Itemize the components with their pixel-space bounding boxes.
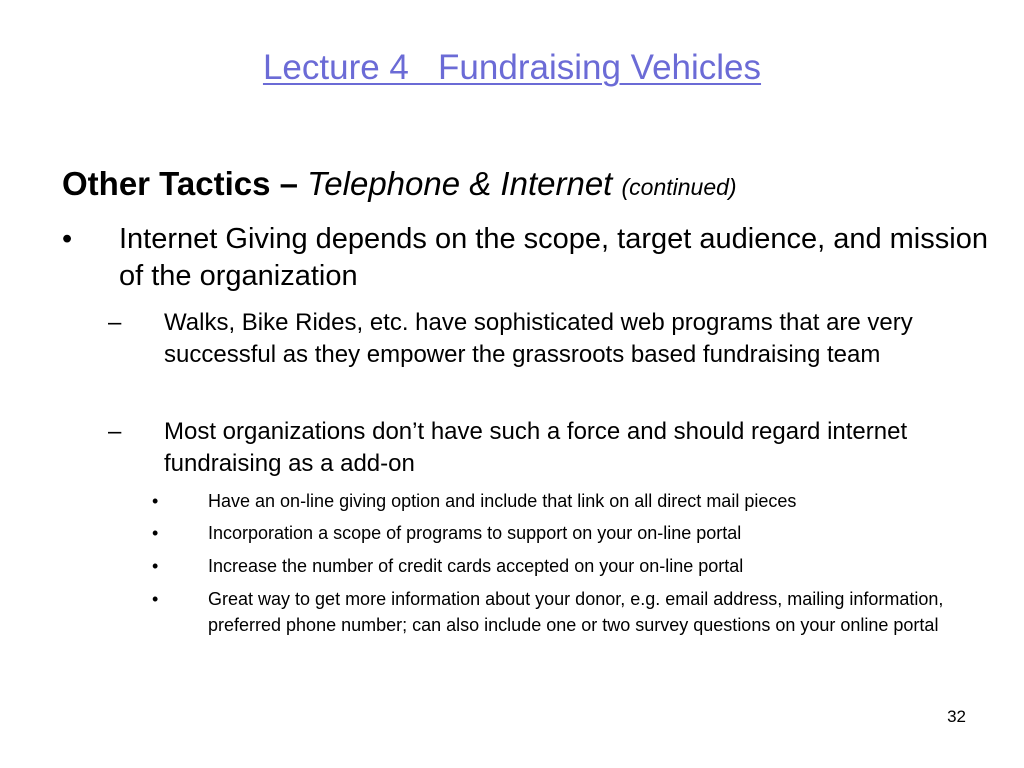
bullet-marker: • xyxy=(152,523,159,543)
bullet-marker: • xyxy=(152,589,159,609)
bullet-marker: • xyxy=(62,223,73,255)
bullet-text: Internet Giving depends on the scope, target audience, and mission of the organization xyxy=(119,223,988,292)
page-number: 32 xyxy=(947,707,966,726)
bullet-text: Walks, Bike Rides, etc. have sophisticated web programs that are very successful as they empower the grassroots based fundraising team xyxy=(164,309,913,368)
slide-title[interactable]: Lecture 4 Fundraising Vehicles xyxy=(262,48,762,87)
bullet-marker: • xyxy=(152,491,159,511)
bullet-text: Have an on-line giving option and include that link on all direct mail pieces xyxy=(208,491,797,511)
bullet-text: Incorporation a scope of programs to support on your on-line portal xyxy=(208,523,742,543)
bullet-text: Great way to get more information about your donor, e.g. email address, mailing information, preferred phone number; can also include one or two survey questions on your online portal xyxy=(208,589,944,635)
dash-marker: – xyxy=(108,309,122,336)
heading-italic-part: Telephone & Internet xyxy=(307,165,613,202)
section-heading xyxy=(62,162,737,209)
dash-marker: – xyxy=(108,418,122,445)
bullet-text: Increase the number of credit cards accepted on your on-line portal xyxy=(208,556,744,576)
heading-bold-part: Other Tactics – xyxy=(62,165,308,202)
heading-continued-note: (continued) xyxy=(621,174,737,200)
bullet-text: Most organizations don’t have such a force and should regard internet fundraising as a add-on xyxy=(164,418,908,477)
bullet-marker: • xyxy=(152,556,159,576)
